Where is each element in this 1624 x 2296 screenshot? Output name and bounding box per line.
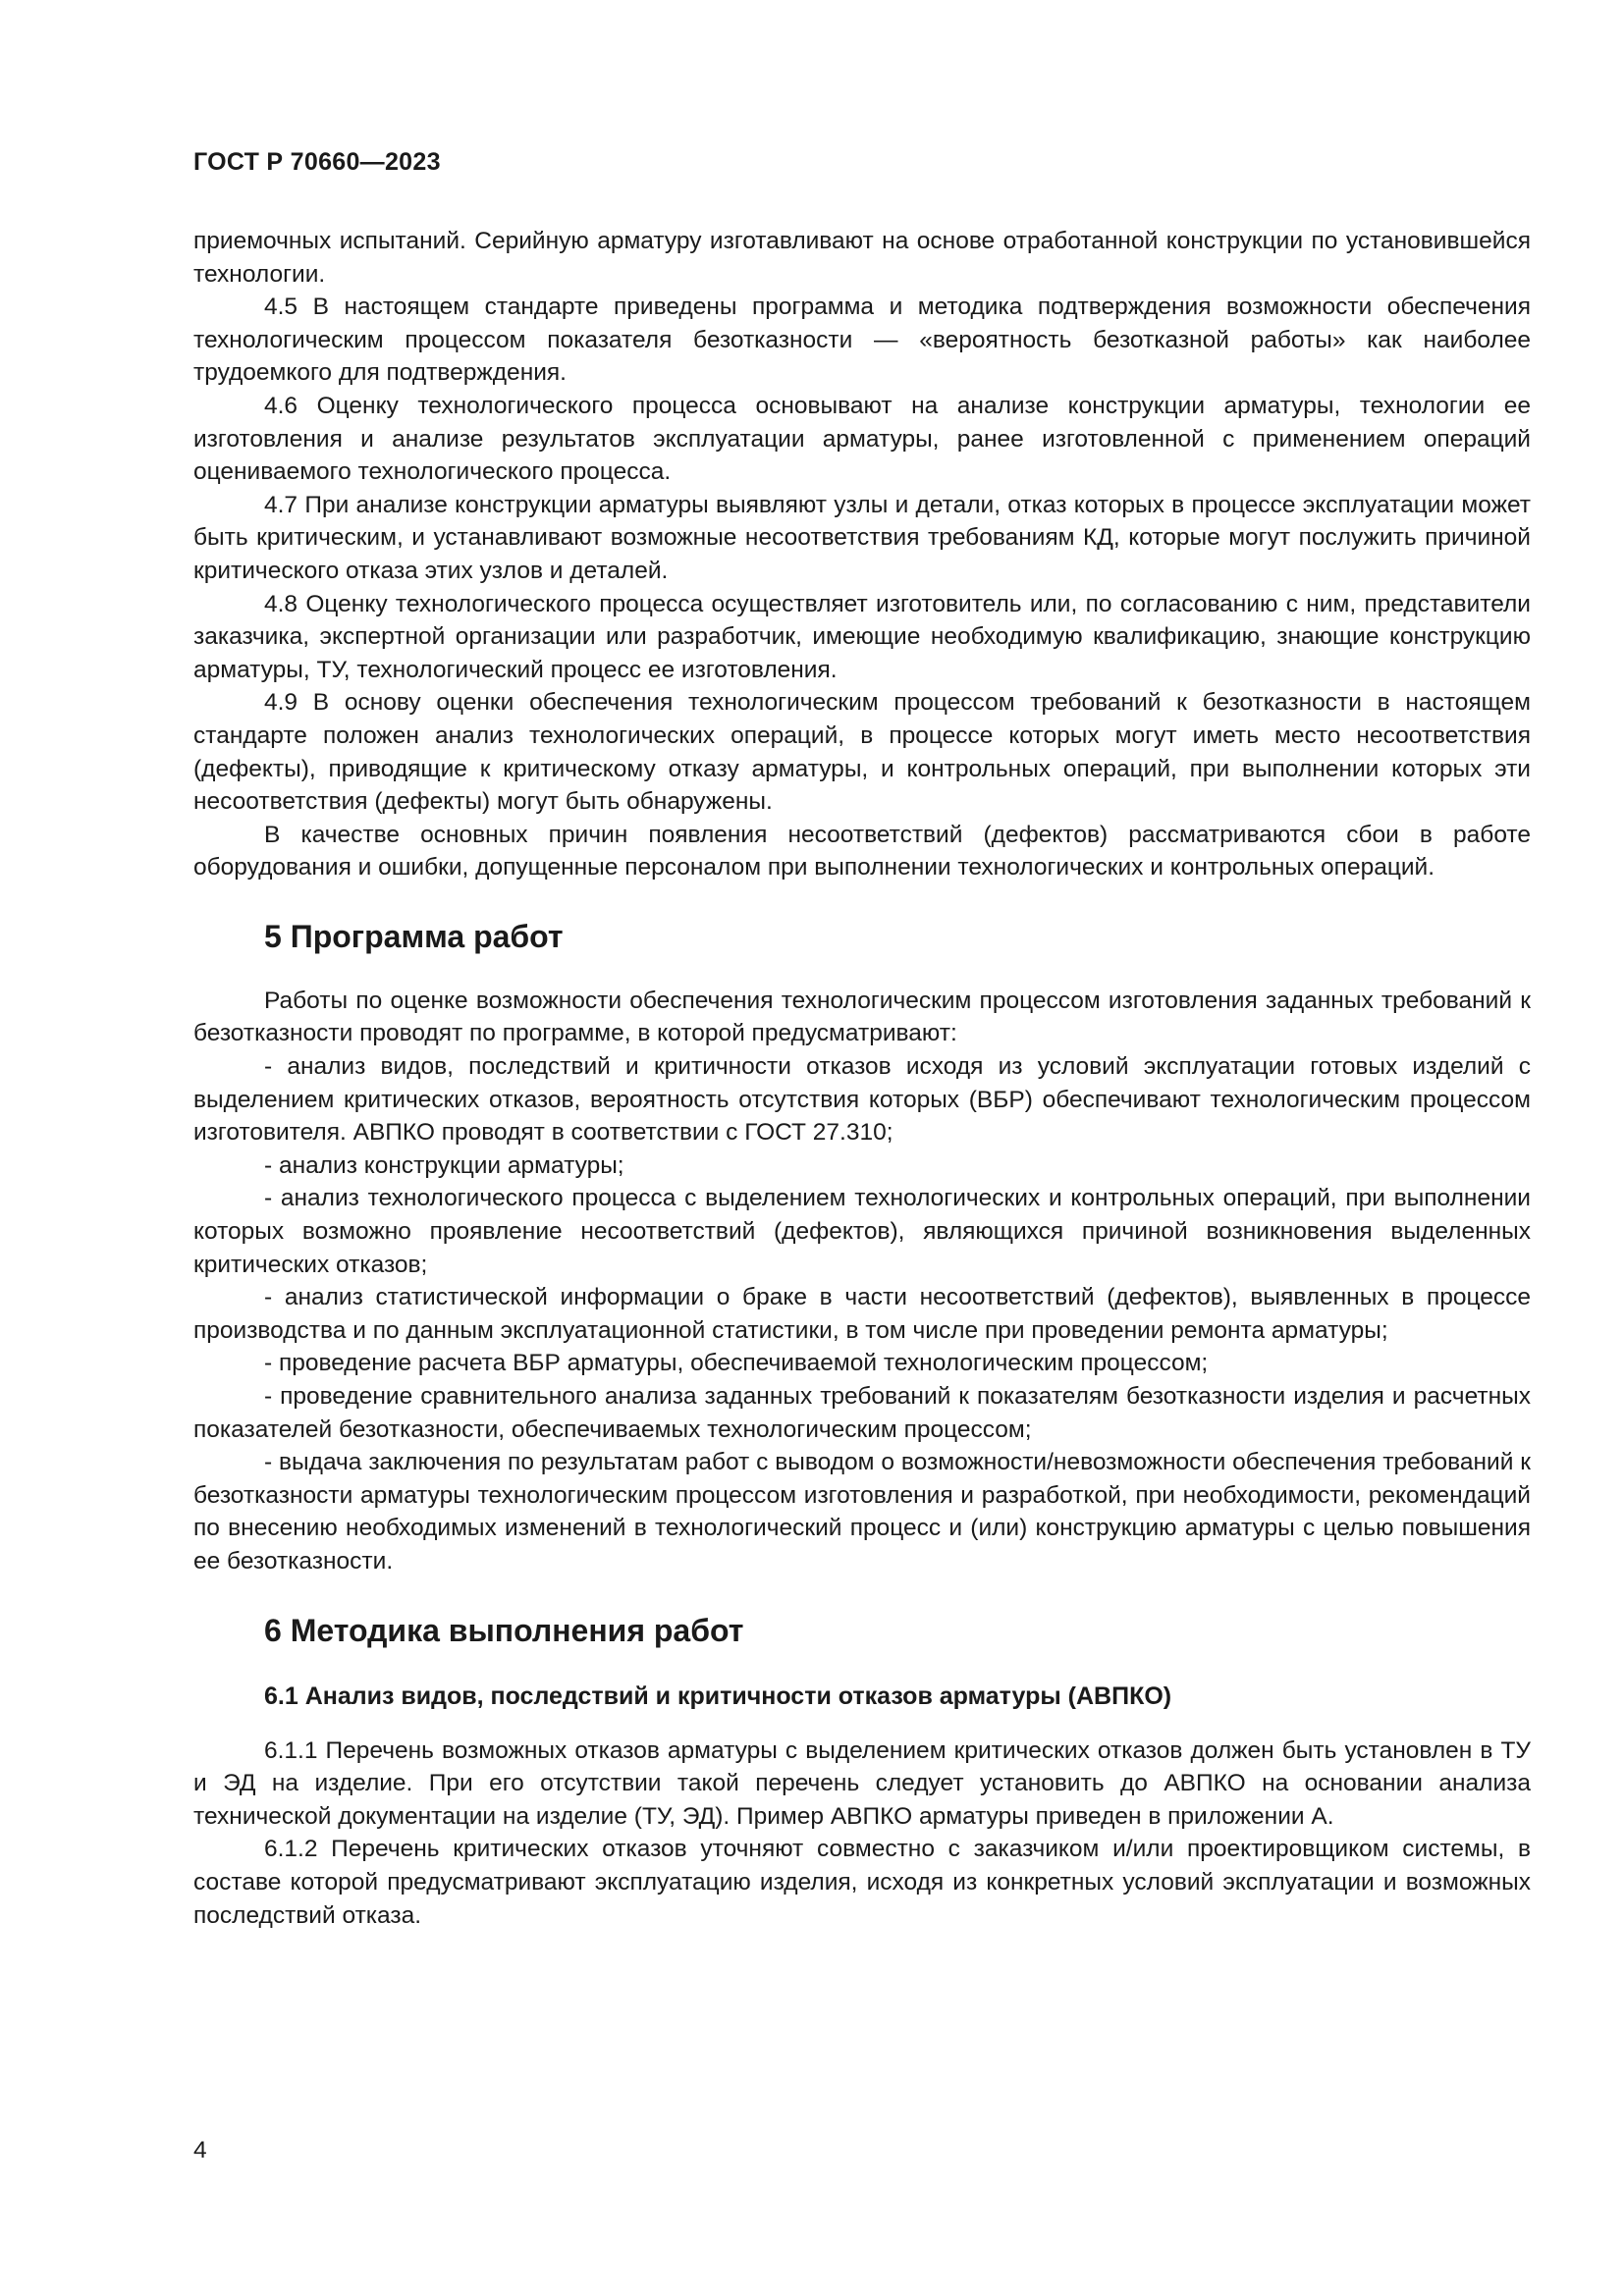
list-item: - выдача заключения по результатам работ с выводом о возможности/невозможности обеспечения требований к безотказности арматуры технологическим процессом изготовления и разработкой, при необходимости, рекомендаций по внесению необходимых изменений в технологический процесс и (или) конструкцию арматуры с целью повышения ее безотказности. [193, 1449, 1531, 1575]
paragraph-continued: приемочных испытаний. Серийную арматуру изготавливают на основе отработанной конструкции по установившейся технологии. [193, 228, 1531, 288]
paragraph-4-7: 4.7 При анализе конструкции арматуры выявляют узлы и детали, отказ которых в процессе эксплуатации может быть критическим, и устанавливают возможные несоответствия требованиям КД, которые могут послужить причиной критического отказа этих узлов и деталей. [193, 491, 1531, 584]
paragraph-4-9: 4.9 В основу оценки обеспечения технологическим процессом требований к безотказности в настоящем стандарте положен анализ технологических операций, в процессе которых могут иметь место несоответствия (дефекты), приводящие к критическому отказу арматуры, и контрольных операций, при выполнении которых эти несоответствия (дефекты) могут быть обнаружены. [193, 689, 1531, 816]
subsection-6-1-heading: 6.1 Анализ видов, последствий и критичности отказов арматуры (АВПКО) [264, 1682, 1172, 1710]
section-5-heading: 5 Программа работ [264, 918, 564, 954]
page-number: 4 [193, 2137, 207, 2163]
paragraph-6-1-2: 6.1.2 Перечень критических отказов уточняют совместно с заказчиком и/или проектировщиком системы, в составе которой предусматривают эксплуатацию изделия, исходя из конкретных условий эксплуатации и возможных последствий отказа. [193, 1836, 1531, 1929]
list-item: - анализ видов, последствий и критичности отказов исходя из условий эксплуатации готовых изделий с выделением критических отказов, вероятность отсутствия которых (ВБР) обеспечивают технологическим процессом изготовителя. АВПКО проводят в соответствии с ГОСТ 27.310; [193, 1053, 1531, 1147]
list-item: - анализ статистической информации о браке в части несоответствий (дефектов), выявленных в процессе производства и по данным эксплуатационной статистики, в том числе при проведении ремонта арматуры; [193, 1284, 1531, 1344]
list-item: - анализ технологического процесса с выделением технологических и контрольных операций, при выполнении которых возможно проявление несоответствий (дефектов), являющихся причиной возникновения выделенных критических отказов; [193, 1185, 1531, 1278]
document-body [193, 225, 1531, 1932]
paragraph-4-8: 4.8 Оценку технологического процесса осуществляет изготовитель или, по согласованию с ним, представители заказчика, экспертной организации или разработчик, имеющие необходимую квалификацию, знающие конструкцию арматуры, ТУ, технологический процесс ее изготовления. [193, 590, 1531, 683]
list-item: - проведение расчета ВБР арматуры, обеспечиваемой технологическим процессом; [264, 1350, 1209, 1377]
section-6-heading: 6 Методика выполнения работ [264, 1612, 744, 1648]
paragraph-4-5: 4.5 В настоящем стандарте приведены программа и методика подтверждения возможности обеспечения технологическим процессом показателя безотказности — «вероятность безотказной работы» как наиболее трудоемкого для подтверждения. [193, 294, 1531, 387]
list-item: - проведение сравнительного анализа заданных требований к показателям безотказности изделия и расчетных показателей безотказности, обеспечиваемых технологическим процессом; [193, 1383, 1531, 1443]
document-header-code: ГОСТ Р 70660—2023 [193, 148, 441, 176]
section-5-intro: Работы по оценке возможности обеспечения технологическим процессом изготовления заданных требований к безотказности проводят по программе, в которой предусматривают: [193, 987, 1531, 1047]
paragraph-4-6: 4.6 Оценку технологического процесса основывают на анализе конструкции арматуры, технологии ее изготовления и анализе результатов эксплуатации арматуры, ранее изготовленной с применением операций оцениваемого технологического процесса. [193, 392, 1531, 486]
paragraph-4-9-continued: В качестве основных причин появления несоответствий (дефектов) рассматриваются сбои в работе оборудования и ошибки, допущенные персоналом при выполнении технологических и контрольных операций. [193, 821, 1531, 881]
list-item: - анализ конструкции арматуры; [264, 1151, 624, 1179]
paragraph-6-1-1: 6.1.1 Перечень возможных отказов арматуры с выделением критических отказов должен быть установлен в ТУ и ЭД на изделие. При его отсутствии такой перечень следует установить до АВПКО на основании анализа технической документации на изделие (ТУ, ЭД). Пример АВПКО арматуры приведен в приложении А. [193, 1736, 1531, 1830]
